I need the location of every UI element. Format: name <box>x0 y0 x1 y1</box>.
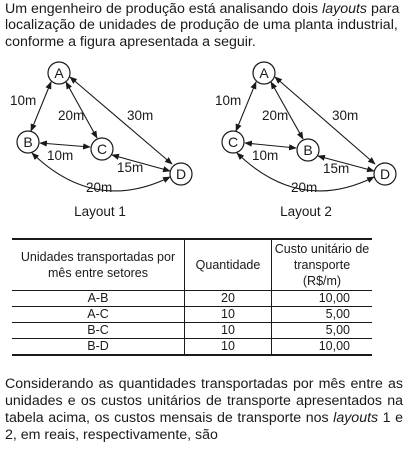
column-header-quantity: Quantidade <box>185 239 272 291</box>
cell-route: A-C <box>12 307 185 323</box>
cell-unit-cost: 10,00 <box>272 339 373 356</box>
layout2-diagram <box>215 62 396 219</box>
layout1-diagram <box>10 62 192 219</box>
cell-route: B-D <box>12 339 185 356</box>
layout2-caption: Layout 2 <box>280 204 332 219</box>
layout1-node-b-label: B <box>23 134 33 150</box>
question-text <box>5 376 403 444</box>
intro-part1: Um engenheiro de produção está analisando dois <box>5 1 323 17</box>
table-row <box>12 291 372 307</box>
layout2-edge-ad <box>275 77 375 164</box>
cell-quantity: 10 <box>185 307 272 323</box>
layout1-label-cd: 15m <box>117 160 144 175</box>
layout1-node-a <box>48 62 70 84</box>
table-row <box>12 307 372 323</box>
table-row <box>12 339 372 356</box>
layout1-node-c <box>91 138 113 160</box>
layouts-diagram <box>0 58 406 220</box>
question-italic: layouts <box>333 410 379 426</box>
layout2-node-b-label: B <box>303 142 313 158</box>
cell-route: A-B <box>12 291 185 307</box>
intro-text <box>5 1 403 50</box>
intro-part2: para localização de unidades de produção de uma planta industrial, conforme a figura apresentada a seguir. <box>5 1 400 50</box>
table-header-row <box>12 239 372 291</box>
layout1-label-ad: 30m <box>127 108 154 123</box>
layout1-label-bc: 10m <box>47 148 74 163</box>
cell-unit-cost: 5,00 <box>272 307 373 323</box>
layout1-label-ab: 10m <box>10 93 37 108</box>
intro-italic: layouts <box>322 1 368 17</box>
cell-quantity: 10 <box>185 339 272 356</box>
cell-unit-cost: 5,00 <box>272 323 373 339</box>
layout1-node-d-label: D <box>175 166 187 182</box>
layout2-node-c <box>222 131 244 153</box>
layout1-label-bd: 20m <box>86 180 113 195</box>
layout1-edge-bc <box>40 143 90 147</box>
layout2-node-c-label: C <box>227 134 239 150</box>
layout2-label-ad: 30m <box>332 108 359 123</box>
transport-cost-table <box>12 238 372 356</box>
cell-quantity: 10 <box>185 323 272 339</box>
table-row <box>12 323 372 339</box>
layout2-label-bd: 15m <box>323 161 350 176</box>
layout1-edge-ad <box>70 77 172 164</box>
layout2-node-d-label: D <box>379 166 391 182</box>
layout2-node-b <box>297 139 319 161</box>
cell-unit-cost: 10,00 <box>272 291 373 307</box>
layout1-node-c-label: C <box>96 141 108 157</box>
layout2-node-a-label: A <box>259 65 269 81</box>
layout2-label-ab: 20m <box>262 108 289 123</box>
layout1-node-d <box>170 163 192 185</box>
layout1-node-b <box>17 131 39 153</box>
question-part2: 1 e 2, em reais, respectivamente, são <box>5 410 403 443</box>
layout2-node-a <box>253 62 275 84</box>
cell-quantity: 20 <box>185 291 272 307</box>
column-header-unit-cost: Custo unitário de transporte (R$/m) <box>272 239 373 291</box>
layout1-label-ac: 20m <box>58 108 85 123</box>
question-part1: Considerando as quantidades transportadas por mês entre as unidades e os custos unitários de transporte apresentados na tabela acima, os custos mensais de transporte nos <box>5 376 403 426</box>
layout2-label-cb: 10m <box>252 148 279 163</box>
layout2-label-cd: 20m <box>291 180 318 195</box>
cell-route: B-C <box>12 323 185 339</box>
layout2-node-d <box>374 163 396 185</box>
layout1-node-a-label: A <box>54 65 64 81</box>
column-header-units: Unidades transportadas por mês entre setores <box>12 239 185 291</box>
layout1-caption: Layout 1 <box>74 204 126 219</box>
layout2-label-ac: 10m <box>215 93 242 108</box>
